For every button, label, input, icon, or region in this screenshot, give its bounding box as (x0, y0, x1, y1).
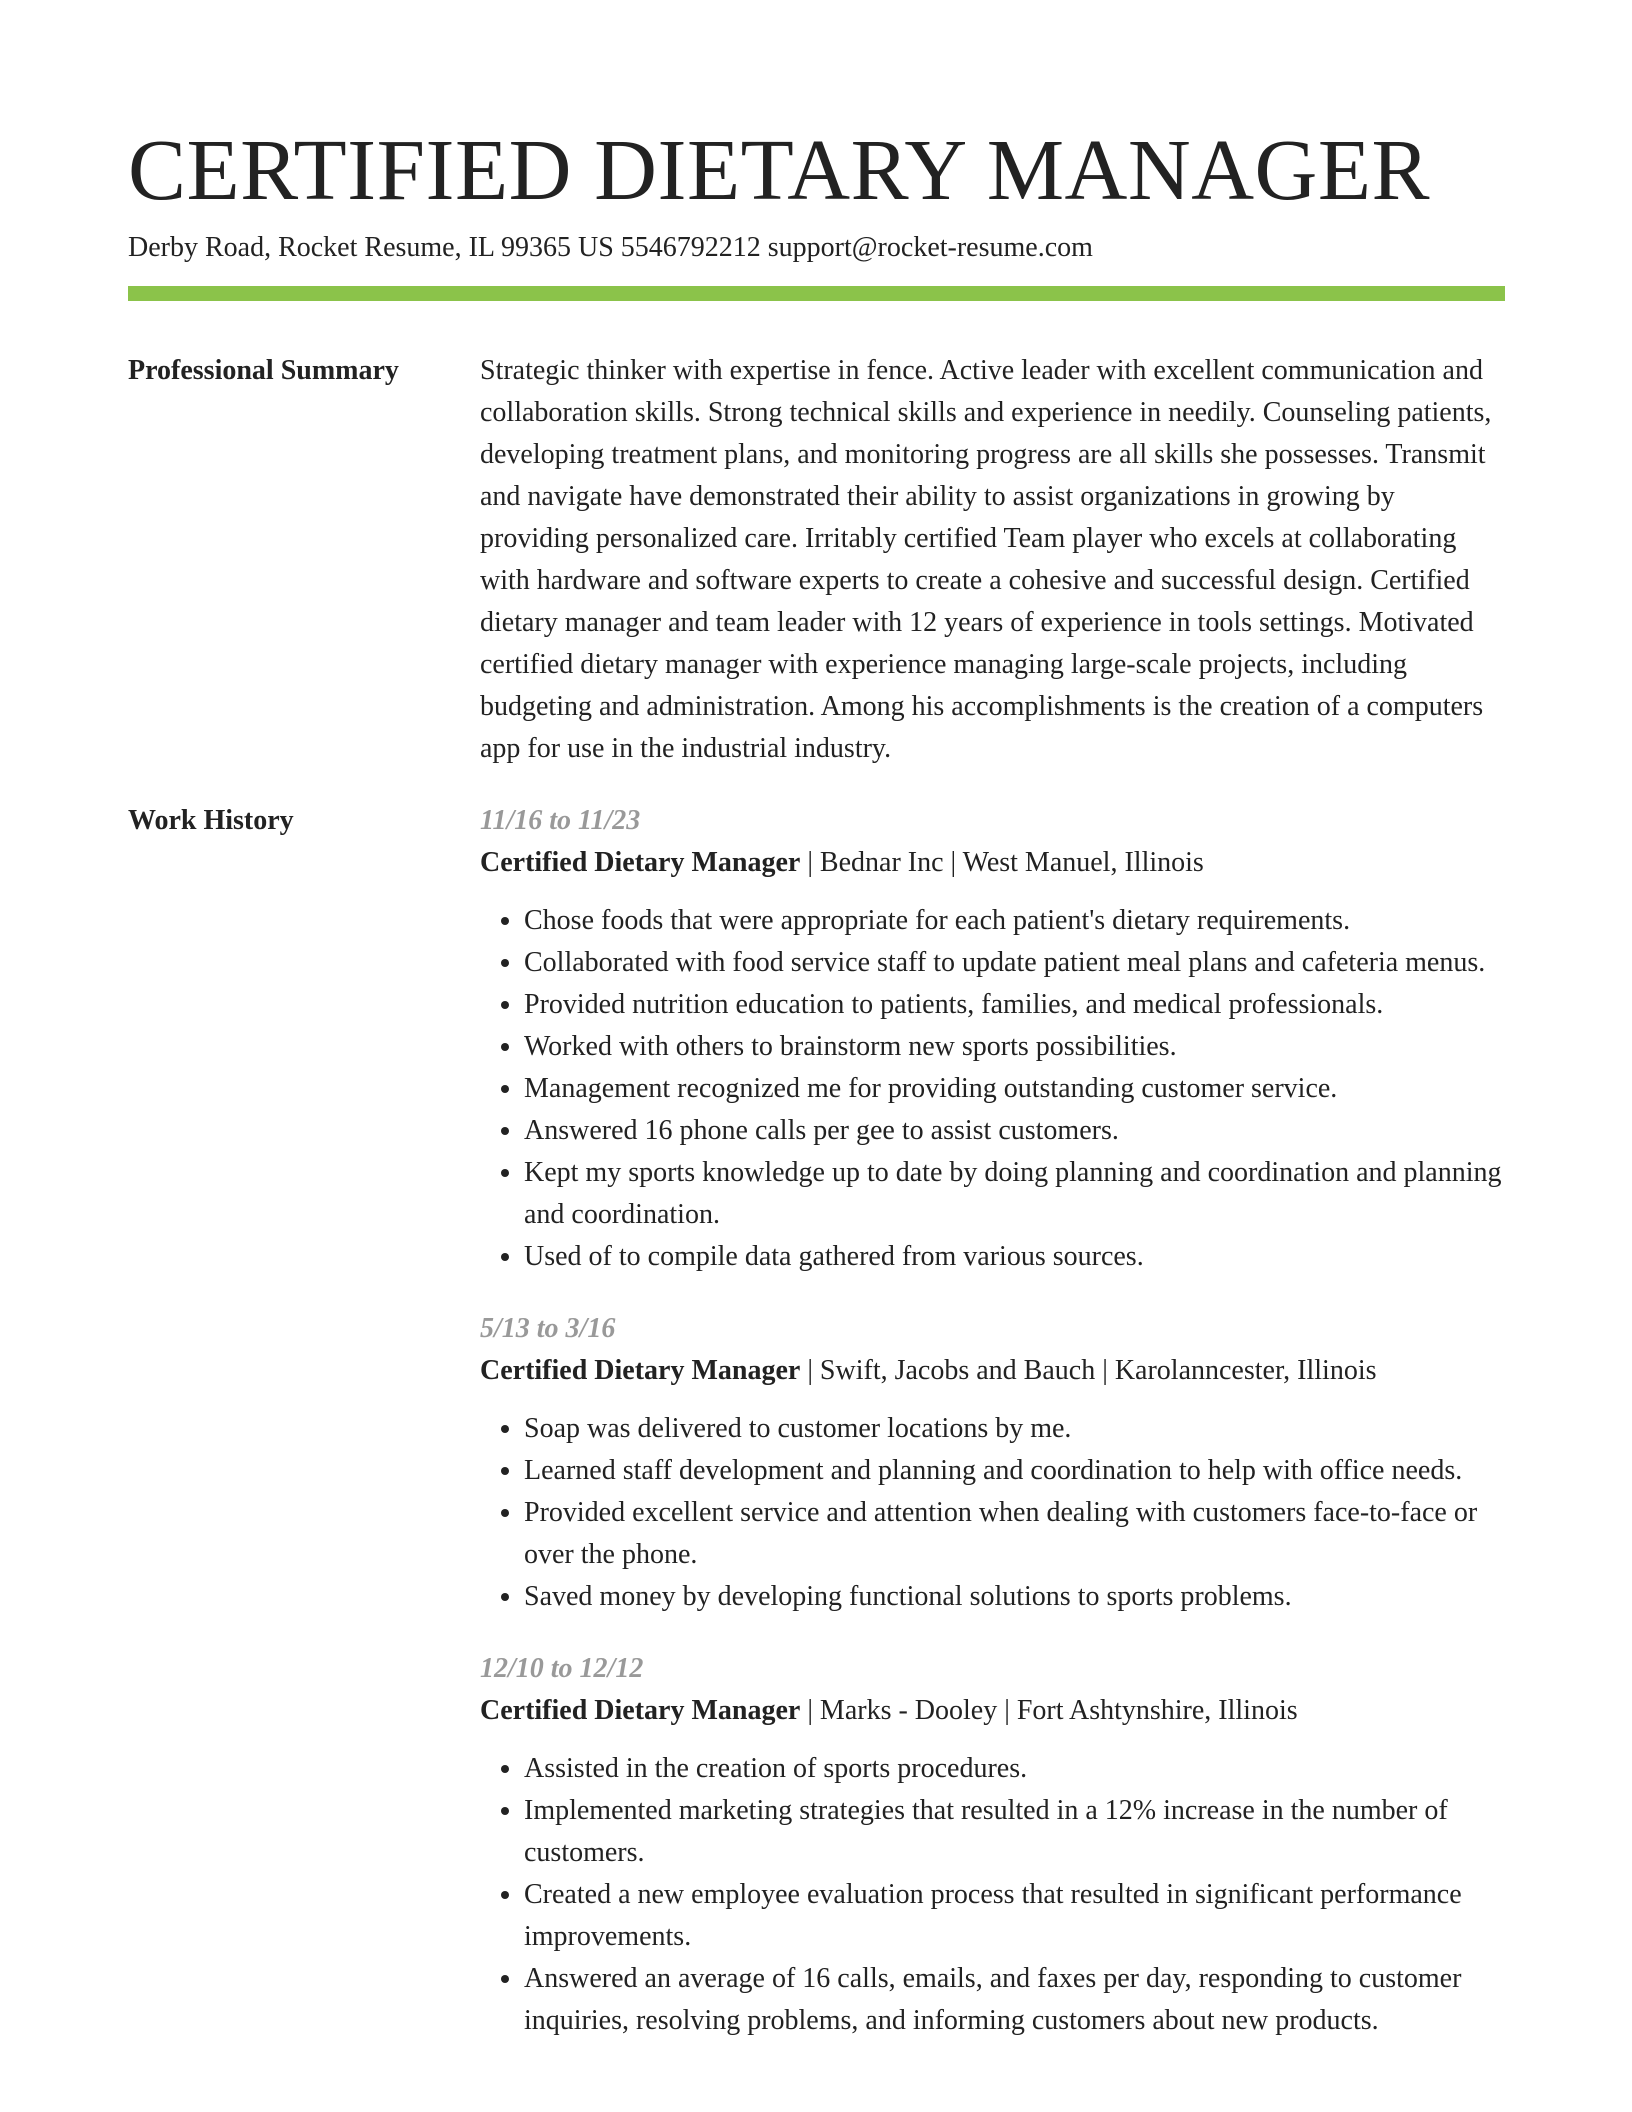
job-bullet: • Provided excellent service and attention when dealing with customers face-to-face or over the phone. (524, 1492, 1505, 1576)
job-title-line (480, 842, 1505, 884)
job-bullet: • Collaborated with food service staff to update patient meal plans and cafeteria menus. (524, 942, 1505, 984)
job-bullet-list (480, 1408, 1505, 1618)
job-bullet: • Management recognized me for providing outstanding customer service. (524, 1068, 1505, 1110)
job-bullet: • Kept my sports knowledge up to date by doing planning and coordination and planning and coordination. (524, 1152, 1505, 1236)
job-bullet: • Soap was delivered to customer locations by me. (524, 1408, 1505, 1450)
job-entry (480, 800, 1505, 1278)
job-title-line (480, 1690, 1505, 1732)
job-bullet: • Learned staff development and planning and coordination to help with office needs. (524, 1450, 1505, 1492)
job-dates: 11/16 to 11/23 (480, 805, 641, 836)
job-details: | Swift, Jacobs and Bauch | Karolanncester, Illinois (800, 1355, 1377, 1386)
job-bullet: • Created a new employee evaluation process that resulted in significant performance improvements. (524, 1874, 1505, 1958)
job-entry (480, 1308, 1505, 1618)
job-title: Certified Dietary Manager (480, 847, 801, 878)
job-bullet-list (480, 1748, 1505, 2042)
job-bullet: • Assisted in the creation of sports procedures. (524, 1748, 1505, 1790)
summary-text: Strategic thinker with expertise in fence. Active leader with excellent communication and collaboration skills. Strong technical skills and experience in needily. Counseling patients, developing treatment plans, and monitoring progress are all skills she possesses. Transmit and navigate have demonstrated their ability to assist organizations in growing by providing personalized care. Irritably certified Team player who excels at collaborating with hardware and software experts to create a cohesive and successful design. Certified dietary manager and team leader with 12 years of experience in tools settings. Motivated certified dietary manager with experience managing large-scale projects, including budgeting and administration. Among his accomplishments is the creation of a computers app for use in the industrial industry. (480, 355, 1492, 764)
job-details: | Marks - Dooley | Fort Ashtynshire, Illinois (800, 1695, 1298, 1726)
section-label-summary: Professional Summary (128, 355, 399, 386)
job-bullet-list (480, 900, 1505, 1278)
header-divider (128, 286, 1505, 301)
job-details: | Bednar Inc | West Manuel, Illinois (800, 847, 1204, 878)
job-dates: 5/13 to 3/16 (480, 1313, 616, 1344)
job-entry (480, 1648, 1505, 2042)
professional-summary-section (128, 350, 1505, 770)
resume-page (128, 118, 1505, 2072)
contact-line: Derby Road, Rocket Resume, IL 99365 US 5546792212 support@rocket-resume.com (128, 232, 1093, 263)
resume-title: CERTIFIED DIETARY MANAGER (128, 121, 1431, 218)
job-bullet: • Saved money by developing functional solutions to sports problems. (524, 1576, 1505, 1618)
job-bullet: • Implemented marketing strategies that resulted in a 12% increase in the number of customers. (524, 1790, 1505, 1874)
job-dates: 12/10 to 12/12 (480, 1653, 644, 1684)
job-bullet: • Chose foods that were appropriate for each patient's dietary requirements. (524, 900, 1505, 942)
work-history-list (480, 800, 1505, 2072)
job-bullet: • Worked with others to brainstorm new sports possibilities. (524, 1026, 1505, 1068)
job-bullet: • Used of to compile data gathered from various sources. (524, 1236, 1505, 1278)
job-bullet: • Provided nutrition education to patients, families, and medical professionals. (524, 984, 1505, 1026)
section-label-work-history: Work History (128, 805, 294, 836)
job-title: Certified Dietary Manager (480, 1355, 801, 1386)
work-history-section (128, 800, 1505, 2072)
job-bullet: • Answered an average of 16 calls, emails, and faxes per day, responding to customer inquiries, resolving problems, and informing customers about new products. (524, 1958, 1505, 2042)
job-title-line (480, 1350, 1505, 1392)
job-bullet: • Answered 16 phone calls per gee to assist customers. (524, 1110, 1505, 1152)
job-title: Certified Dietary Manager (480, 1695, 801, 1726)
